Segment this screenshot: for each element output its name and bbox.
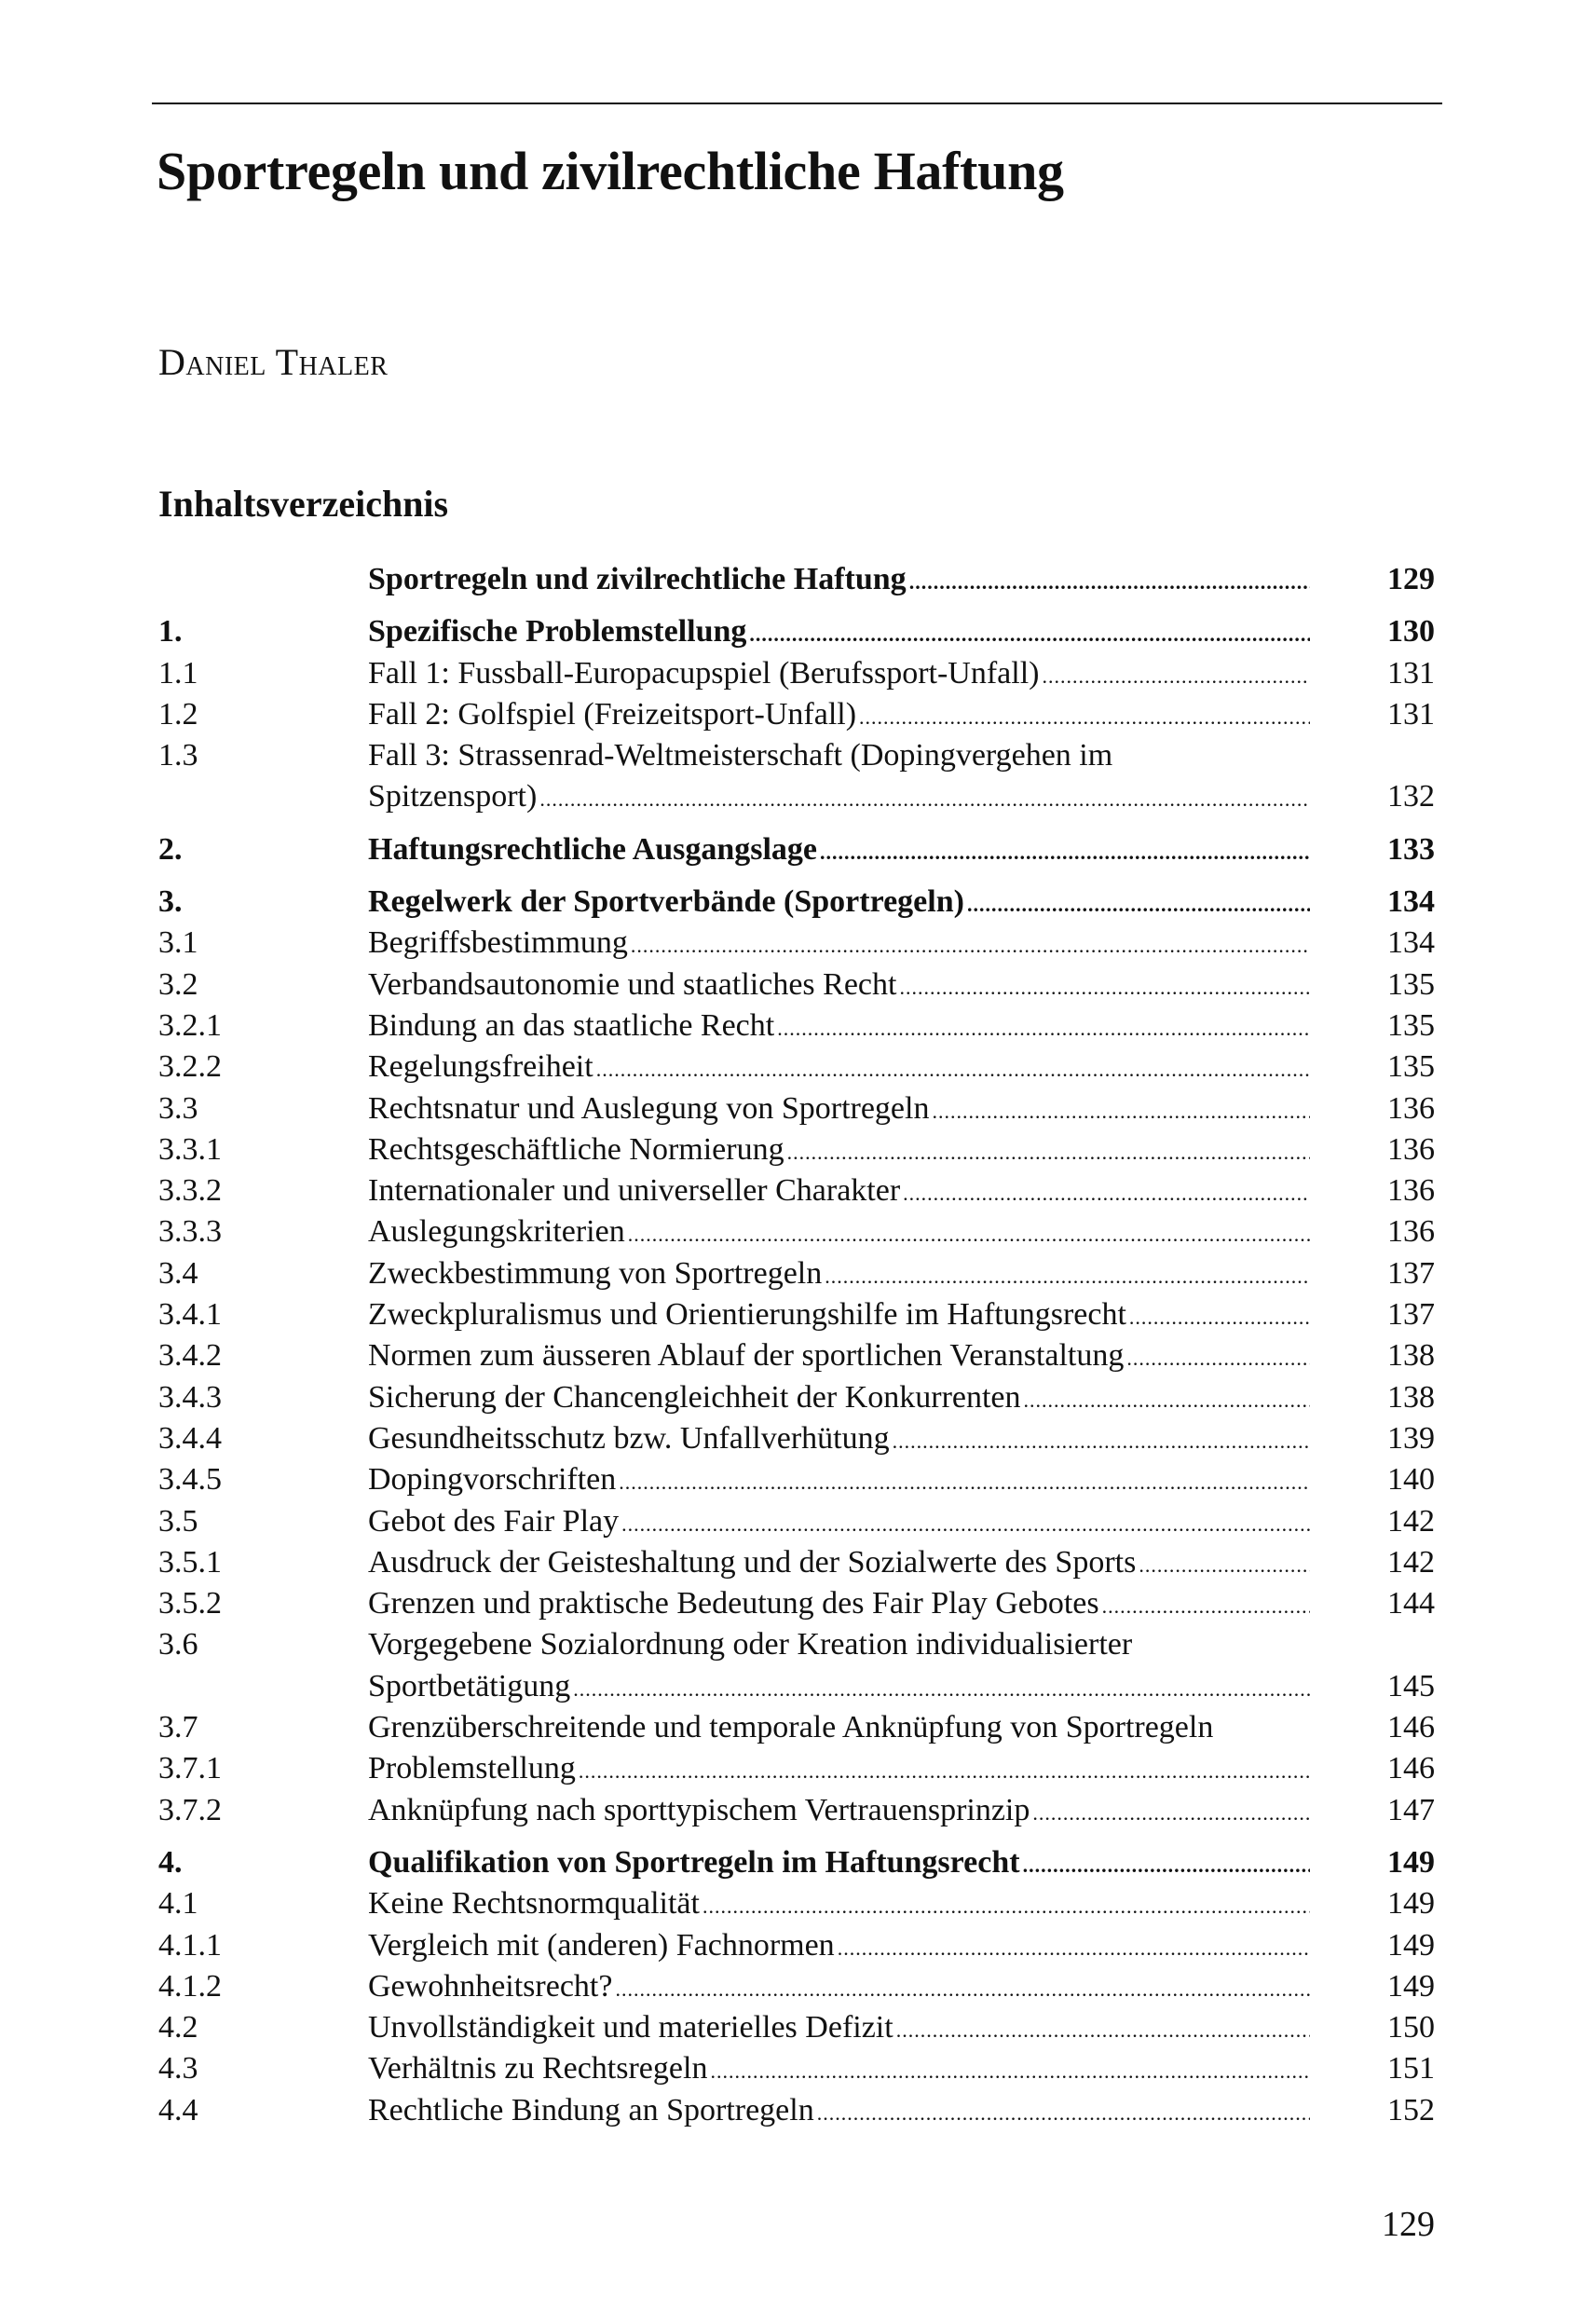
dot-leader: [573, 1669, 1310, 1710]
dot-leader: [631, 925, 1310, 966]
toc-entry[interactable]: [158, 964, 1435, 1006]
toc-entry-title: Rechtsgeschäftliche Normierung: [368, 1131, 784, 1167]
toc-entry-number: 3.2.1: [158, 1007, 222, 1043]
toc-entry-number: 4.1: [158, 1886, 198, 1922]
toc-entry[interactable]: [158, 1047, 1435, 1088]
toc-entry-title: Gebot des Fair Play: [368, 1503, 620, 1539]
toc-entry-title: Fall 2: Golfspiel (Freizeitsport-Unfall): [368, 696, 857, 732]
toc-entry-title: Rechtliche Bindung an Sportregeln: [368, 2092, 814, 2127]
toc-entry[interactable]: [158, 1624, 1435, 1665]
toc-entry[interactable]: [158, 1211, 1435, 1252]
toc-entry-number: 3.2: [158, 966, 198, 1002]
toc-entry-page: 138: [1387, 1338, 1435, 1374]
toc-entry-number: 3.: [158, 884, 183, 920]
dot-leader: [579, 1751, 1310, 1792]
page-number: 129: [1382, 2205, 1435, 2244]
toc-entry-page: 136: [1387, 1131, 1435, 1167]
toc-entry-number: 1.3: [158, 738, 198, 773]
toc-entry[interactable]: [158, 1790, 1435, 1831]
toc-entry-page: 136: [1387, 1214, 1435, 1250]
toc-entry[interactable]: [158, 653, 1435, 694]
toc-entry[interactable]: [158, 1006, 1435, 1047]
toc-entry-title: Auslegungskriterien: [368, 1214, 625, 1250]
toc-entry-title: Bindung an das staatliche Recht: [368, 1007, 775, 1043]
toc-entry-number: 4.2: [158, 2010, 198, 2045]
toc-entry-page: 149: [1387, 1844, 1435, 1880]
dot-leader: [787, 1132, 1310, 1173]
toc-entry-page: 145: [1387, 1668, 1435, 1703]
toc-entry[interactable]: [158, 1459, 1435, 1500]
toc-entry[interactable]: [158, 1088, 1435, 1129]
dot-leader: [539, 779, 1310, 820]
dot-leader: [967, 884, 1310, 925]
toc-entry[interactable]: [158, 1335, 1435, 1376]
toc-entry-page: 147: [1387, 1792, 1435, 1827]
toc-entry-title: Grenzen und praktische Bedeutung des Fair Play Gebotes: [368, 1586, 1099, 1621]
toc-entry-number: 3.3: [158, 1090, 198, 1126]
toc-entry-page: 129: [1387, 562, 1435, 596]
toc-entry[interactable]: [158, 923, 1435, 964]
toc-entry-number: 3.4.2: [158, 1338, 222, 1374]
toc-entry-number: 3.1: [158, 925, 198, 961]
dot-leader: [615, 1969, 1310, 2010]
toc-entry-page: 149: [1387, 1968, 1435, 2004]
toc-entry[interactable]: [158, 1418, 1435, 1459]
toc-entry-number: 4.: [158, 1844, 183, 1880]
toc-entry-title: Rechtsnatur und Auslegung von Sportregeln: [368, 1090, 930, 1126]
toc-entry-title: Unvollständigkeit und materielles Defizit: [368, 2010, 893, 2045]
toc-entry-page: 149: [1387, 1927, 1435, 1963]
toc-entry-number: 3.7: [158, 1710, 198, 1745]
dot-leader: [896, 2010, 1310, 2051]
toc-entry-number: 1.: [158, 614, 183, 650]
toc-entry-number: 3.4.4: [158, 1420, 222, 1456]
toc-entry[interactable]: [158, 2048, 1435, 2089]
toc-entry-title: Vergleich mit (anderen) Fachnormen: [368, 1927, 835, 1963]
toc-entry-title: Haftungsrechtliche Ausgangslage: [368, 831, 818, 867]
toc-entry-title-continued: Spitzensport): [368, 779, 538, 814]
toc-entry[interactable]: [158, 1748, 1435, 1789]
dot-leader: [710, 2051, 1310, 2092]
toc-entry-page: 139: [1387, 1420, 1435, 1456]
toc-entry-title: Anknüpfung nach sporttypischem Vertrauensprinzip: [368, 1792, 1030, 1827]
dot-leader: [596, 1049, 1310, 1090]
toc-entry-title: Gewohnheitsrecht?: [368, 1968, 613, 2004]
toc-entry-title: Ausdruck der Geisteshaltung und der Sozialwerte des Sports: [368, 1544, 1137, 1580]
dot-leader: [1032, 1793, 1310, 1834]
toc-entry-title: Dopingvorschriften: [368, 1462, 617, 1498]
dot-leader: [1129, 1297, 1310, 1338]
toc-entry[interactable]: [158, 1129, 1435, 1170]
dot-leader: [932, 1091, 1310, 1132]
toc-entry-title: Zweckbestimmung von Sportregeln: [368, 1255, 823, 1291]
dot-leader: [1139, 1545, 1310, 1586]
dot-leader: [1042, 656, 1310, 697]
toc-entry-title-continued: Sportbetätigung: [368, 1668, 571, 1703]
dot-leader: [820, 832, 1310, 873]
toc-heading: Inhaltsverzeichnis: [158, 483, 449, 525]
dot-leader: [628, 1214, 1310, 1255]
toc-entry-title: Regelwerk der Sportverbände (Sportregeln): [368, 884, 964, 920]
toc-entry-page: 135: [1387, 1049, 1435, 1085]
toc-entry-page: 150: [1387, 2010, 1435, 2045]
toc-entry-number: 3.7.1: [158, 1751, 222, 1786]
toc-entry[interactable]: [158, 1842, 1435, 1883]
dot-leader: [838, 1928, 1310, 1969]
toc-entry-number: 4.3: [158, 2051, 198, 2086]
dot-leader: [1024, 1380, 1310, 1421]
dot-leader: [777, 1008, 1310, 1049]
toc-entry-page: 152: [1387, 2092, 1435, 2127]
toc-entry-title: Keine Rechtsnormqualität: [368, 1886, 700, 1922]
toc-entry-continuation[interactable]: [158, 776, 1435, 817]
toc-entry-number: 3.4.5: [158, 1462, 222, 1498]
toc-entry-page: 135: [1387, 1007, 1435, 1043]
toc-entry-page: 133: [1387, 831, 1435, 867]
toc-entry-title: Begriffsbestimmung: [368, 925, 628, 961]
toc-entry[interactable]: [158, 2090, 1435, 2131]
toc-entry-title: Verhältnis zu Rechtsregeln: [368, 2051, 708, 2086]
toc-entry-page: 146: [1387, 1751, 1435, 1786]
toc-entry[interactable]: [158, 611, 1435, 652]
toc-entry-title: Fall 1: Fussball-Europacupspiel (Berufssport-Unfall): [368, 655, 1040, 691]
dot-leader: [621, 1504, 1310, 1545]
toc-entry-title: Qualifikation von Sportregeln im Haftungsrecht: [368, 1844, 1020, 1880]
toc-entry-title: Gesundheitsschutz bzw. Unfallverhütung: [368, 1420, 890, 1456]
toc-entry-title: Spezifische Problemstellung: [368, 614, 747, 650]
toc-entry-page: 132: [1387, 779, 1435, 814]
toc-entry-number: 3.7.2: [158, 1792, 222, 1827]
toc-entry-number: 2.: [158, 831, 183, 867]
toc-entry[interactable]: [158, 1583, 1435, 1624]
dot-leader: [859, 697, 1310, 738]
toc-entry-number: 3.3.2: [158, 1173, 222, 1209]
toc-entry-number: 3.4: [158, 1255, 198, 1291]
toc-entry[interactable]: [158, 1966, 1435, 2007]
toc-entry-page: 130: [1387, 614, 1435, 650]
toc-entry-number: 4.1.2: [158, 1968, 222, 2004]
dot-leader: [1102, 1586, 1310, 1627]
dot-leader: [903, 1173, 1310, 1214]
toc-entry-continuation[interactable]: [158, 1666, 1435, 1707]
toc-entry-title: Fall 3: Strassenrad-Weltmeisterschaft (Dopingvergehen im: [368, 738, 1113, 773]
toc-entry-page: 131: [1387, 655, 1435, 691]
dot-leader: [825, 1256, 1310, 1297]
toc-entry[interactable]: [158, 882, 1435, 923]
dot-leader: [1023, 1845, 1310, 1886]
toc-entry-page: 138: [1387, 1379, 1435, 1415]
dot-leader: [899, 967, 1310, 1008]
toc-entry-title: Normen zum äusseren Ablauf der sportlichen Veranstaltung: [368, 1338, 1125, 1374]
toc-entry[interactable]: [158, 694, 1435, 735]
toc-entry-page: 146: [1387, 1710, 1435, 1745]
toc-entry[interactable]: [158, 1170, 1435, 1211]
toc-entry[interactable]: [158, 1253, 1435, 1294]
toc-entry-page: 137: [1387, 1297, 1435, 1333]
toc-entry[interactable]: [158, 559, 1435, 600]
toc-entry-number: 3.3.3: [158, 1214, 222, 1250]
toc-entry[interactable]: [158, 735, 1435, 776]
toc-entry[interactable]: [158, 1294, 1435, 1335]
toc-entry-page: 149: [1387, 1886, 1435, 1922]
toc-entry-title: Internationaler und universeller Charakter: [368, 1173, 901, 1209]
toc-entry-page: 137: [1387, 1255, 1435, 1291]
toc-entry-page: 142: [1387, 1544, 1435, 1580]
dot-leader: [749, 614, 1310, 655]
toc-entry-page: 142: [1387, 1503, 1435, 1539]
toc-entry-title: Grenzüberschreitende und temporale Anknüpfung von Sportregeln: [368, 1710, 1214, 1745]
toc-entry[interactable]: [158, 1542, 1435, 1583]
toc-entry-page: 151: [1387, 2051, 1435, 2086]
chapter-title: Sportregeln und zivilrechtliche Haftung: [157, 141, 1064, 201]
toc-entry-number: 4.4: [158, 2092, 198, 2127]
dot-leader: [1126, 1338, 1310, 1379]
toc-entry-page: 131: [1387, 696, 1435, 732]
toc-entry-title: Problemstellung: [368, 1751, 576, 1786]
toc-entry-page: 134: [1387, 925, 1435, 961]
dot-leader: [817, 2093, 1310, 2134]
toc-entry[interactable]: [158, 1925, 1435, 1966]
toc-entry-page: 134: [1387, 884, 1435, 920]
toc-entry-number: 3.4.3: [158, 1379, 222, 1415]
toc-entry[interactable]: [158, 1883, 1435, 1924]
author-name: Daniel Thaler: [158, 341, 389, 383]
toc-entry-title: Zweckpluralismus und Orientierungshilfe im Haftungsrecht: [368, 1297, 1126, 1333]
dot-leader: [909, 562, 1310, 603]
toc-entry-page: 135: [1387, 966, 1435, 1002]
toc-entry-number: 3.5.1: [158, 1544, 222, 1580]
toc-entry[interactable]: [158, 1501, 1435, 1542]
toc-entry-number: 3.5: [158, 1503, 198, 1539]
toc-entry-title: Vorgegebene Sozialordnung oder Kreation individualisierter: [368, 1627, 1133, 1662]
toc-entry-page: 136: [1387, 1090, 1435, 1126]
header-rule: [152, 103, 1442, 104]
toc-entry[interactable]: [158, 2007, 1435, 2048]
table-of-contents: [158, 548, 1435, 2131]
dot-leader: [703, 1886, 1310, 1927]
toc-entry-page: 136: [1387, 1173, 1435, 1209]
toc-entry-title: Sicherung der Chancengleichheit der Konkurrenten: [368, 1379, 1021, 1415]
dot-leader: [893, 1421, 1310, 1462]
toc-entry-number: 4.1.1: [158, 1927, 222, 1963]
toc-entry-page: 144: [1387, 1586, 1435, 1621]
toc-entry-number: 3.3.1: [158, 1131, 222, 1167]
toc-entry-title: Regelungsfreiheit: [368, 1049, 593, 1085]
toc-entry[interactable]: [158, 1707, 1435, 1748]
toc-entry-number: 3.5.2: [158, 1586, 222, 1621]
toc-entry-number: 3.2.2: [158, 1049, 222, 1085]
toc-entry[interactable]: [158, 1377, 1435, 1418]
toc-entry-title: Sportregeln und zivilrechtliche Haftung: [368, 562, 907, 596]
toc-entry-page: 140: [1387, 1462, 1435, 1498]
toc-entry-number: 1.1: [158, 655, 198, 691]
toc-entry-number: 3.6: [158, 1627, 198, 1662]
toc-entry-number: 3.4.1: [158, 1297, 222, 1333]
toc-entry-number: 1.2: [158, 696, 198, 732]
dot-leader: [619, 1462, 1310, 1503]
toc-entry[interactable]: [158, 829, 1435, 870]
toc-entry-title: Verbandsautonomie und staatliches Recht: [368, 966, 897, 1002]
